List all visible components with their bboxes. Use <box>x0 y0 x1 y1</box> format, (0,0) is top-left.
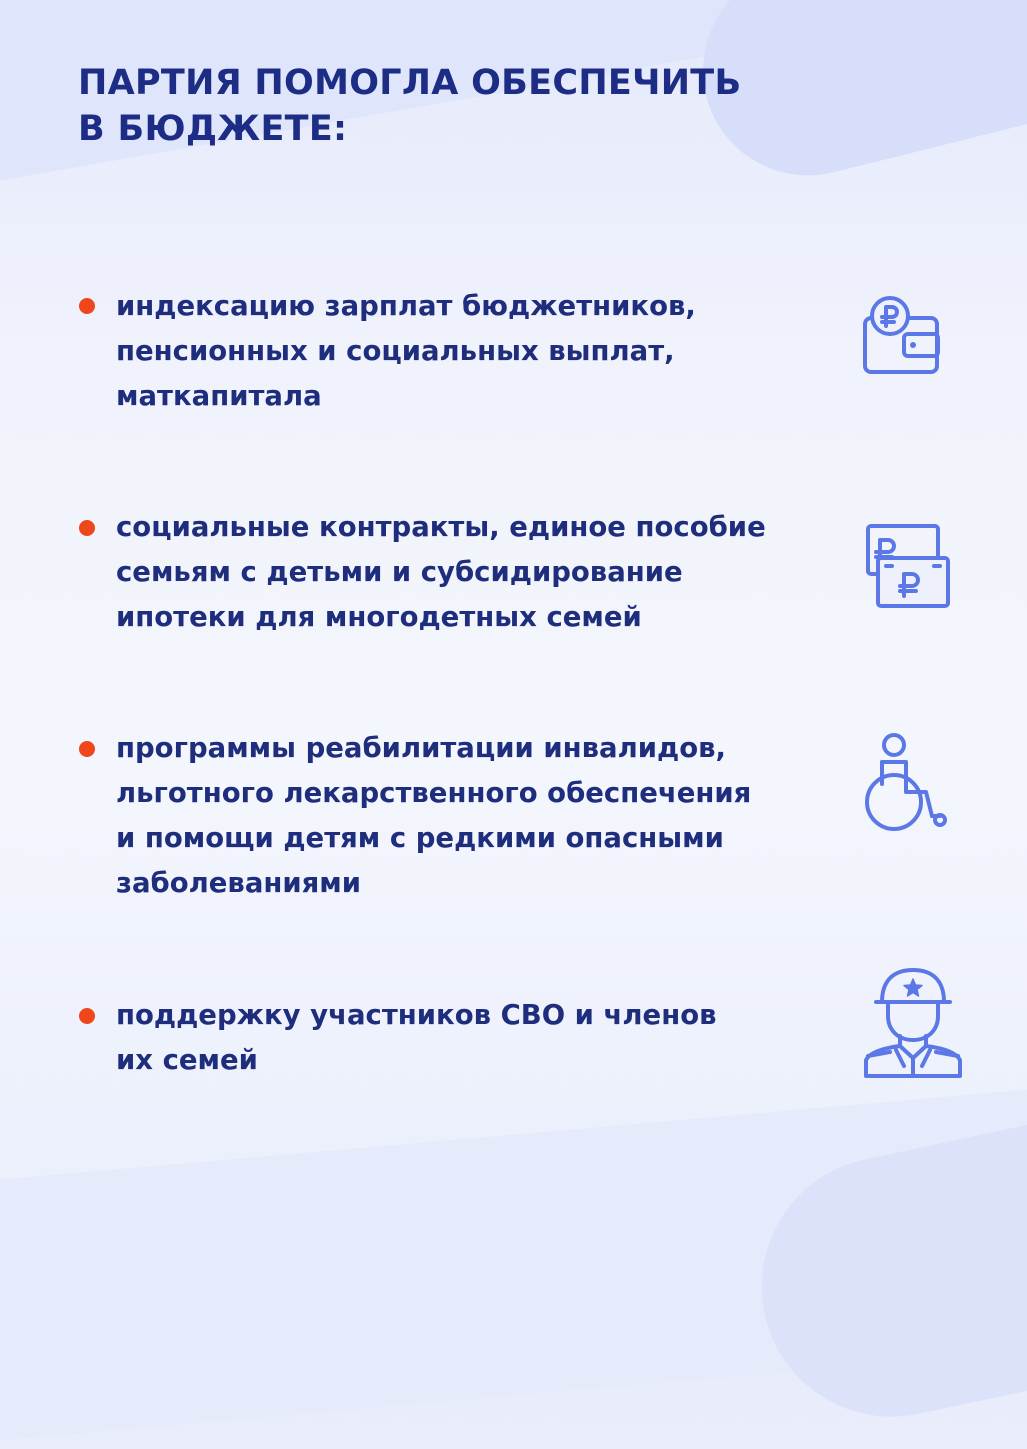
list-item-line: и помощи детям с редкими опасными <box>116 822 724 854</box>
list-item-text <box>116 993 846 1083</box>
list-item-line: социальные контракты, единое пособие <box>116 511 766 543</box>
list-item-line: маткапитала <box>116 380 322 412</box>
bullet-dot <box>79 1008 95 1024</box>
title-line-2: В БЮДЖЕТЕ: <box>78 109 348 149</box>
bullet-dot <box>79 520 95 536</box>
list-item-text <box>116 284 846 419</box>
list-item-text <box>116 726 846 906</box>
list-item-line: их семей <box>116 1044 258 1076</box>
bullet-dot <box>79 741 95 757</box>
list-item-text <box>116 505 846 640</box>
list-item-line: программы реабилитации инвалидов, <box>116 732 726 764</box>
wheelchair-icon <box>860 732 950 832</box>
banknotes-ruble-icon <box>862 520 954 612</box>
list-item-line: поддержку участников СВО и членов <box>116 999 717 1031</box>
list-item-line: ипотеки для многодетных семей <box>116 601 642 633</box>
list-item-line: семьям с детьми и субсидирование <box>116 556 683 588</box>
page-title <box>78 60 741 152</box>
list-item-line: индексацию зарплат бюджетников, <box>116 290 696 322</box>
bullet-dot <box>79 298 95 314</box>
title-line-1: ПАРТИЯ ПОМОГЛА ОБЕСПЕЧИТЬ <box>78 63 742 103</box>
list-item-line: льготного лекарственного обеспечения <box>116 777 752 809</box>
wallet-ruble-icon <box>860 294 944 378</box>
list-item-line: пенсионных и социальных выплат, <box>116 335 675 367</box>
soldier-icon <box>860 966 966 1080</box>
list-item-line: заболеваниями <box>116 867 362 899</box>
